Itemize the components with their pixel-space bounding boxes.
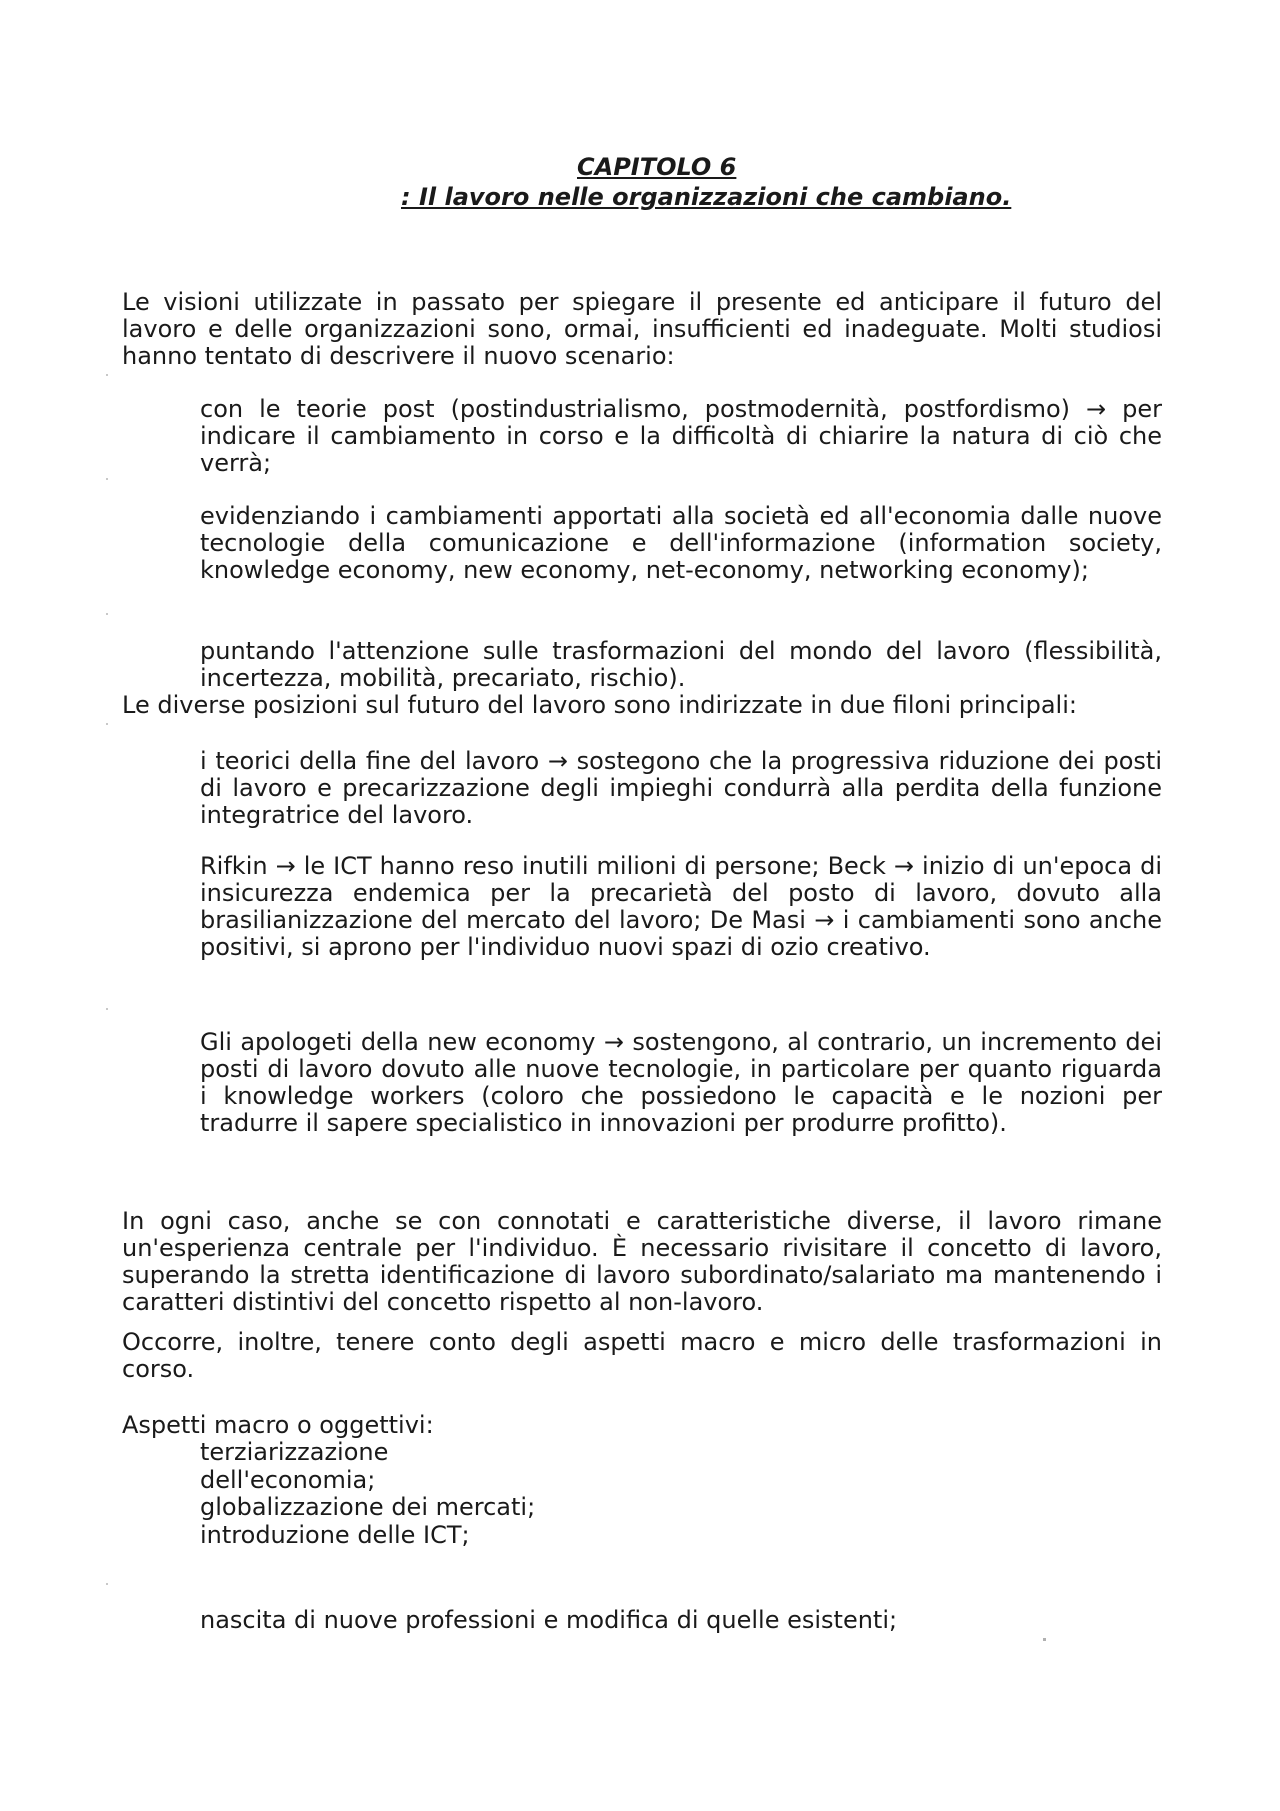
chapter-title: CAPITOLO 6 [577, 153, 737, 181]
bullet-work-transformations: puntando l'attenzione sulle trasformazioni del mondo del lavoro (flessibilità, incertezza, mobilità, precariato, rischio). [200, 637, 1162, 692]
intro-paragraph: Le visioni utilizzate in passato per spiegare il presente ed anticipare il futuro del lavoro e delle organizzazioni sono, ormai, insufficienti ed inadeguate. Molti studiosi hanno tentato di descrivere il nuovo scenario: [122, 288, 1162, 370]
macro-aspects-label: Aspetti macro o oggettivi: [122, 1411, 434, 1439]
macro-micro-paragraph: Occorre, inoltre, tenere conto degli aspetti macro e micro delle trasformazioni in corso. [122, 1328, 1162, 1383]
bullet-authors: Rifkin → le ICT hanno reso inutili milioni di persone; Beck → inizio di un'epoca di insicurezza endemica per la precarietà del posto di lavoro, dovuto alla brasilianizzazione del mercato del lavoro; De Masi → i cambiamenti sono anche positivi, si aprono per l'individuo nuovi spazi di ozio creativo. [200, 852, 1162, 961]
scan-speck [106, 374, 108, 376]
positions-paragraph: Le diverse posizioni sul futuro del lavoro sono indirizzate in due filoni principali: [122, 691, 1077, 719]
macro-aspects-last-item: nascita di nuove professioni e modifica di quelle esistenti; [200, 1606, 898, 1634]
bullet-end-of-work: i teorici della fine del lavoro → sostegono che la progressiva riduzione dei posti di lavoro e precarizzazione degli impieghi condurrà alla perdita della funzione integratrice del lavoro. [200, 747, 1162, 829]
central-experience-paragraph: In ogni caso, anche se con connotati e caratteristiche diverse, il lavoro rimane un'esperienza centrale per l'individuo. È necessario rivisitare il concetto di lavoro, superando la stretta identificazione di lavoro subordinato/salariato ma mantenendo i caratteri distintivi del concetto rispetto al non-lavoro. [122, 1207, 1162, 1316]
bullet-new-technologies: evidenziando i cambiamenti apportati alla società ed all'economia dalle nuove tecnologie della comunicazione e dell'informazione (information society, knowledge economy, new economy, net-economy, networking economy); [200, 502, 1162, 584]
scan-speck [106, 723, 108, 725]
scan-speck [106, 1583, 108, 1585]
bullet-new-economy: Gli apologeti della new economy → sostengono, al contrario, un incremento dei posti di lavoro dovuto alle nuove tecnologie, in particolare per quanto riguarda i knowledge workers (coloro che possiedono le capacità e le nozioni per tradurre il sapere specialistico in innovazioni per produrre profitto). [200, 1028, 1162, 1137]
scan-speck [106, 1008, 108, 1010]
bullet-post-theories: con le teorie post (postindustrialismo, postmodernità, postfordismo) → per indicare il cambiamento in corso e la difficoltà di chiarire la natura di ciò che verrà; [200, 395, 1162, 477]
macro-aspects-list: terziarizzazione dell'economia; globalizzazione dei mercati; introduzione delle ICT; [200, 1438, 536, 1549]
chapter-subtitle: : Il lavoro nelle organizzazioni che cambiano. [401, 183, 1012, 211]
scan-speck [1043, 1638, 1046, 1641]
scan-speck [106, 478, 108, 480]
scan-speck [106, 613, 108, 615]
